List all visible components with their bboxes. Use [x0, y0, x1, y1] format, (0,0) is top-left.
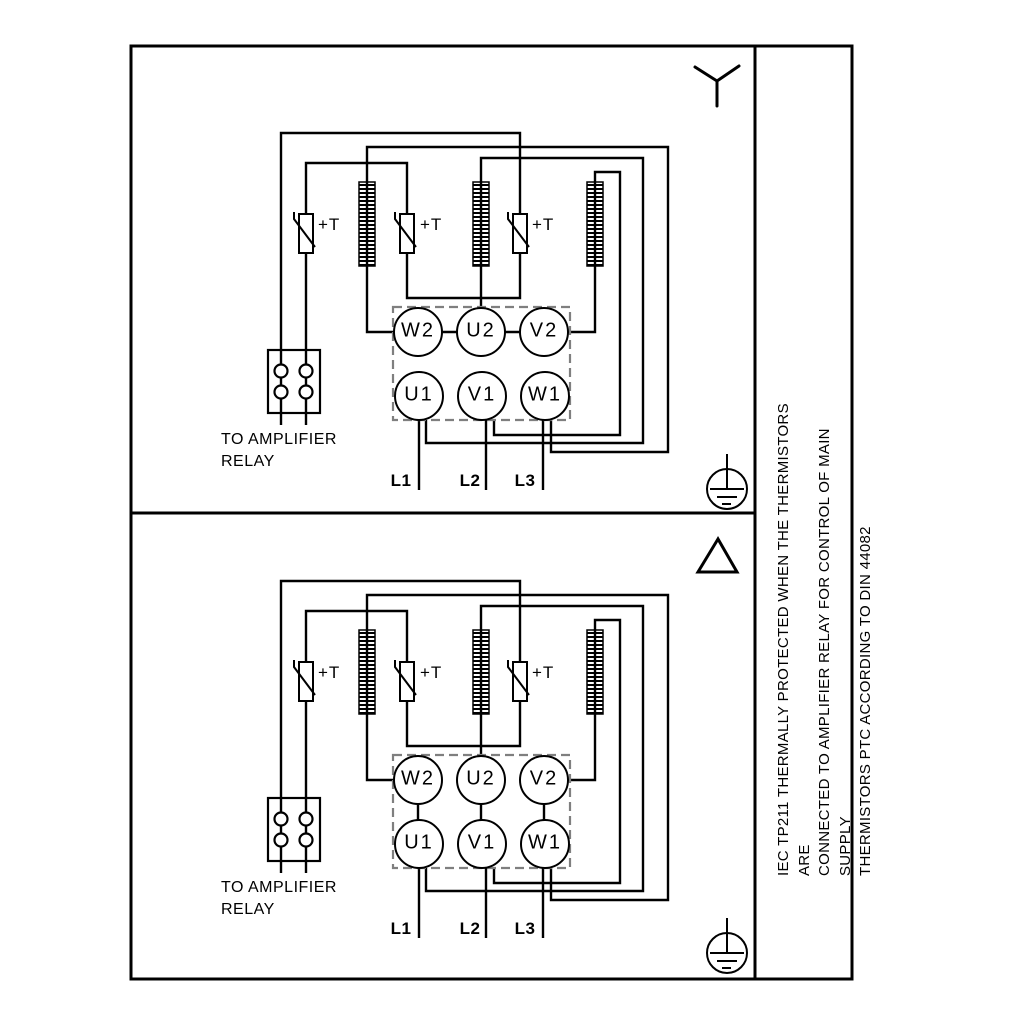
- thermistor-label: +T: [420, 215, 443, 234]
- terminal-label-w1: W1: [528, 831, 562, 854]
- relay-contact: [300, 386, 313, 399]
- supply-label-l3: L3: [514, 471, 536, 490]
- delta-icon: [698, 539, 737, 572]
- star-section: [268, 66, 747, 509]
- ground-icon: [707, 454, 747, 509]
- terminal-label-v1: V1: [467, 383, 497, 406]
- thermistor-label: +T: [532, 215, 555, 234]
- side-note-line1: IEC TP211 THERMALLY PROTECTED WHEN THE THERMISTORS ARE: [775, 403, 813, 876]
- ground-icon: [707, 918, 747, 973]
- relay-caption-line1: TO AMPLIFIER: [221, 879, 337, 896]
- relay-contact: [275, 813, 288, 826]
- supply-label-l1: L1: [390, 919, 412, 938]
- relay-box: [268, 798, 320, 861]
- terminal-label-w1: W1: [528, 383, 562, 406]
- side-note-line3: THERMISTORS PTC ACCORDING TO DIN 44082: [857, 526, 874, 876]
- terminal-label-u1: U1: [404, 831, 434, 854]
- relay-caption-line2: RELAY: [221, 453, 275, 470]
- side-note: [774, 376, 877, 876]
- relay-caption-line1: TO AMPLIFIER: [221, 431, 337, 448]
- thermistor-label: +T: [420, 663, 443, 682]
- relay-contact: [275, 365, 288, 378]
- terminal-label-w2: W2: [401, 319, 435, 342]
- supply-label-l1: L1: [390, 471, 412, 490]
- terminal-label-v1: V1: [467, 831, 497, 854]
- star-icon: [695, 66, 739, 106]
- relay-contact: [300, 834, 313, 847]
- terminal-label-w2: W2: [401, 767, 435, 790]
- thermistor-label: +T: [532, 663, 555, 682]
- relay-contact: [275, 386, 288, 399]
- relay-contact: [275, 834, 288, 847]
- terminal-label-u1: U1: [404, 383, 434, 406]
- thermistor-label: +T: [318, 215, 341, 234]
- relay-caption-line2: RELAY: [221, 901, 275, 918]
- supply-label-l2: L2: [459, 471, 481, 490]
- relay-contact: [300, 365, 313, 378]
- side-note-line2: CONNECTED TO AMPLIFIER RELAY FOR CONTROL OF MAIN SUPPLY: [816, 428, 854, 876]
- delta-section: [268, 539, 747, 973]
- relay-contact: [300, 813, 313, 826]
- terminal-label-v2: V2: [529, 319, 559, 342]
- thermistor-label: +T: [318, 663, 341, 682]
- relay-box: [268, 350, 320, 413]
- supply-label-l2: L2: [459, 919, 481, 938]
- terminal-label-u2: U2: [466, 319, 496, 342]
- terminal-label-u2: U2: [466, 767, 496, 790]
- terminal-label-v2: V2: [529, 767, 559, 790]
- supply-label-l3: L3: [514, 919, 536, 938]
- delta-links: [418, 804, 544, 820]
